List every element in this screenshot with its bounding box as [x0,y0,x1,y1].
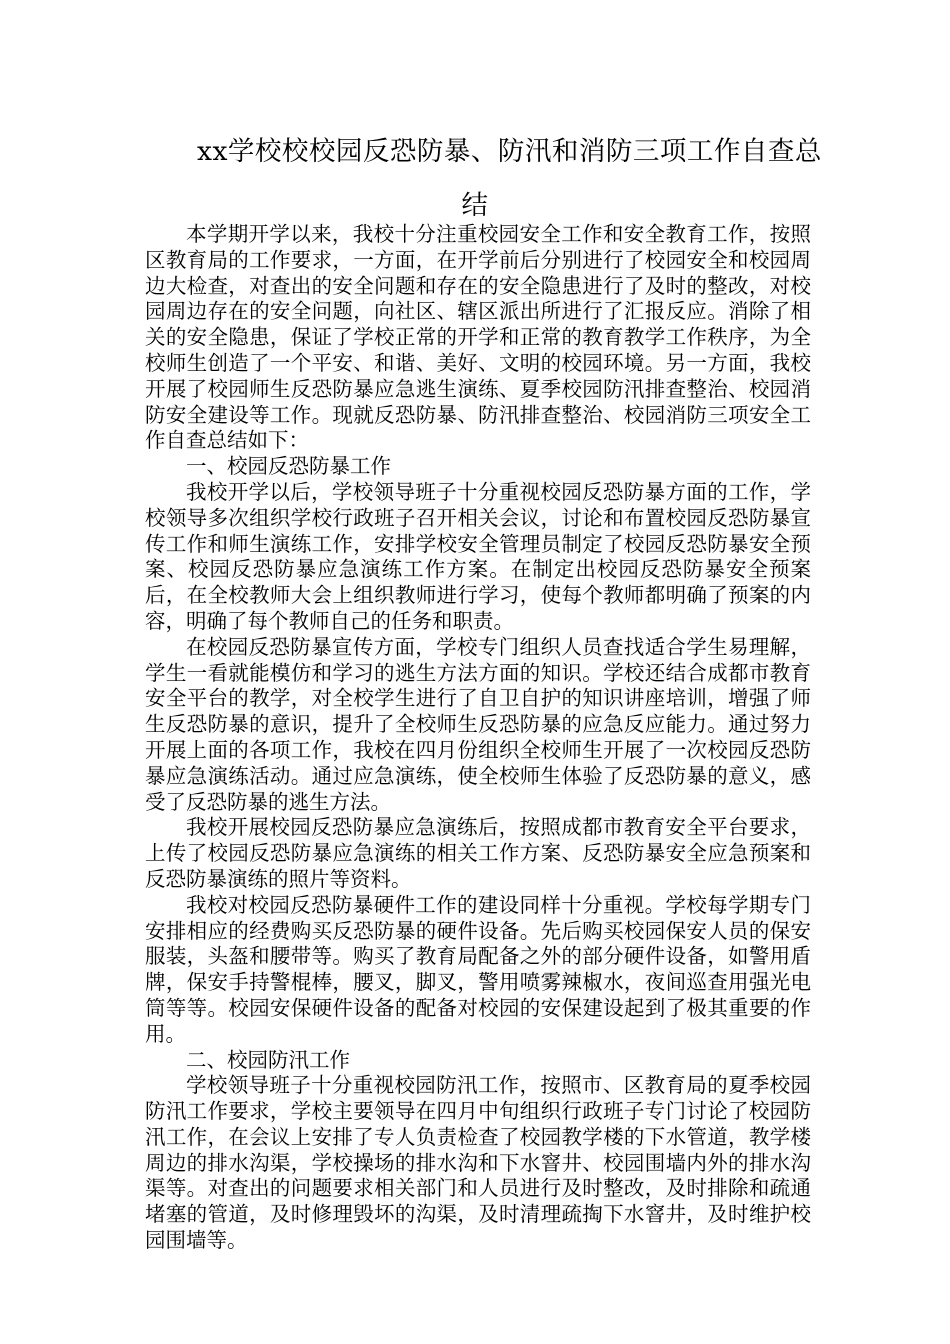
document-title [145,125,822,233]
paragraph: 我校对校园反恐防暴硬件工作的建设同样十分重视。学校每学期专门安排相应的经费购买反恐防暴的硬件设备。先后购买校园保安人员的保安服装，头盔和腰带等。购买了教育局配备之外的部分硬件设备，如警用盾牌，保安手持警棍棒，腰叉，脚叉，警用喷雾辣椒水，夜间巡查用强光电筒等等。校园安保硬件设备的配备对校园的安保建设起到了极其重要的作用。 [145,892,811,1046]
title-line-1: xx学校校校园反恐防暴、防汛和消防三项工作自查总 [197,136,822,167]
paragraph: 我校开展校园反恐防暴应急演练后，按照成都市教育安全平台要求，上传了校园反恐防暴应急演练的相关工作方案、反恐防暴安全应急预案和反恐防暴演练的照片等资料。 [145,815,811,891]
paragraph-intro: 本学期开学以来，我校十分注重校园安全工作和安全教育工作，按照区教育局的工作要求，一方面，在开学前后分别进行了校园安全和校园周边大检查，对查出的安全问题和存在的安全隐患进行了及时的整改，对校园周边存在的安全问题，向社区、辖区派出所进行了汇报反应。消除了相关的安全隐患，保证了学校正常的开学和正常的教育教学工作秩序，为全校师生创造了一个平安、和谐、美好、文明的校园环境。另一方面，我校开展了校园师生反恐防暴应急逃生演练、夏季校园防汛排查整治、校园消防安全建设等工作。现就反恐防暴、防汛排查整治、校园消防三项安全工作自查总结如下： [145,222,811,453]
title-line-2: 结 [461,190,489,221]
section-heading-2: 二、校园防汛工作 [186,1047,350,1072]
section-heading-1: 一、校园反恐防暴工作 [186,454,391,479]
document-body [145,222,811,1254]
paragraph: 学校领导班子十分重视校园防汛工作，按照市、区教育局的夏季校园防汛工作要求，学校主要领导在四月中旬组织行政班子专门讨论了校园防汛工作，在会议上安排了专人负责检查了校园教学楼的下水管道，教学楼周边的排水沟渠，学校操场的排水沟和下水窨井、校园围墙内外的排水沟渠等。对查出的问题要求相关部门和人员进行及时整改，及时排除和疏通堵塞的管道，及时修理毁坏的沟渠，及时清理疏掏下水窨井，及时维护校园围墙等。 [145,1073,811,1253]
paragraph: 在校园反恐防暴宣传方面，学校专门组织人员查找适合学生易理解，学生一看就能模仿和学习的逃生方法方面的知识。学校还结合成都市教育安全平台的教学，对全校学生进行了自卫自护的知识讲座培训，增强了师生反恐防暴的意识，提升了全校师生反恐防暴的应急反应能力。通过努力开展上面的各项工作，我校在四月份组织全校师生开展了一次校园反恐防暴应急演练活动。通过应急演练，使全校师生体验了反恐防暴的意义，感受了反恐防暴的逃生方法。 [145,634,811,814]
paragraph: 我校开学以后，学校领导班子十分重视校园反恐防暴方面的工作，学校领导多次组织学校行政班子召开相关会议，讨论和布置校园反恐防暴宣传工作和师生演练工作，安排学校安全管理员制定了校园反恐防暴安全预案、校园反恐防暴应急演练工作方案。在制定出校园反恐防暴安全预案后，在全校教师大会上组织教师进行学习，使每个教师都明确了预案的内容，明确了每个教师自己的任务和职责。 [145,479,811,633]
